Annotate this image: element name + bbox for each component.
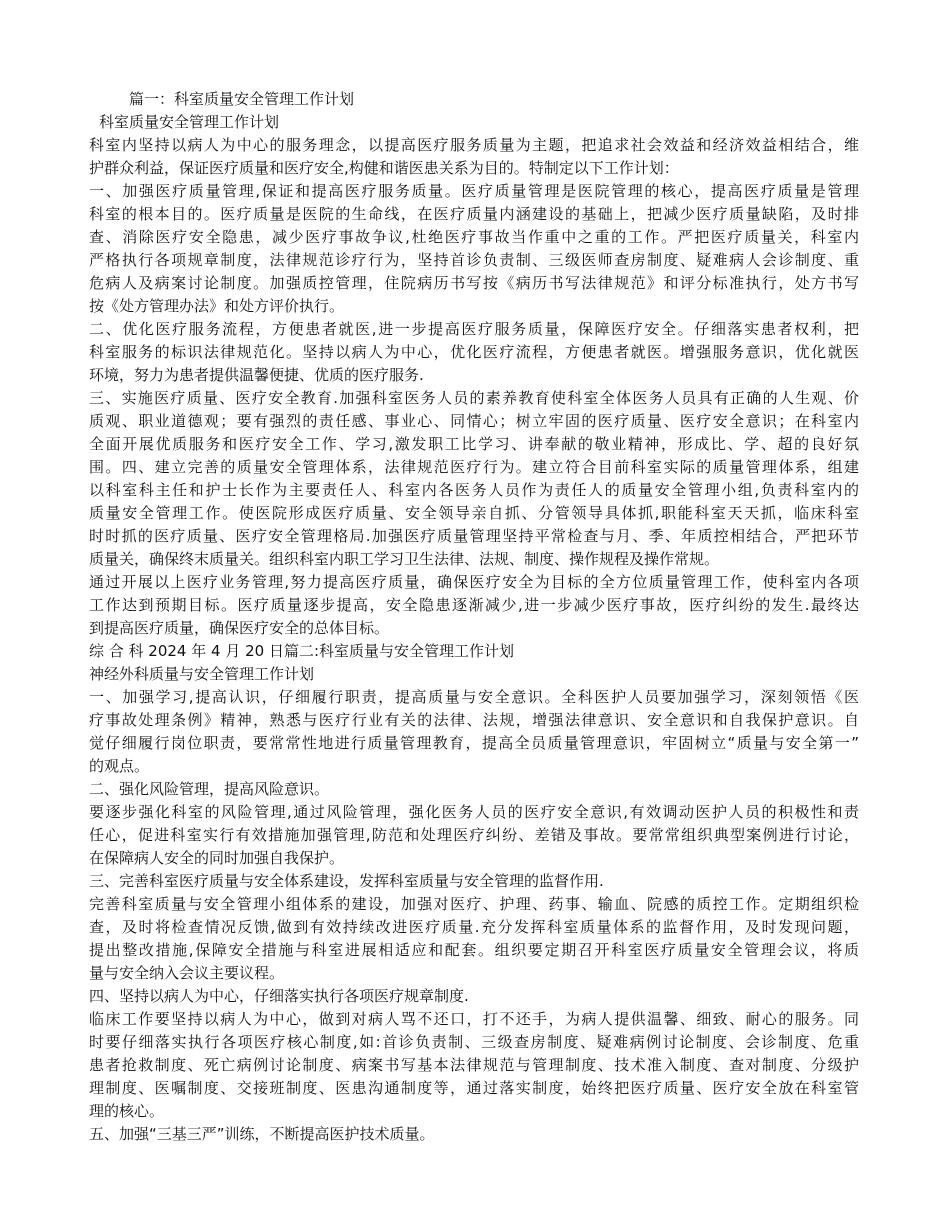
paragraph-line: 任心，促进科室实行有效措施加强管理,防范和处理医疗纠纷、差错及事故。要常常组织典型案例进行讨论， xyxy=(89,826,859,844)
paragraph-line: 通过开展以上医疗业务管理,努力提高医疗质量，确保医疗安全为目标的全方位质量管理工作，使科室内各项 xyxy=(89,573,859,591)
paragraph-line: 工作达到预期目标。医疗质量逐步提高，安全隐患逐渐减少,进一步减少医疗事故，医疗纠纷的发生.最终达 xyxy=(89,596,859,614)
paragraph-line: 时时抓的医疗质量、医疗安全管理格局.加强医疗质量管理坚持平常检查与月、季、年质控相结合，严把环节 xyxy=(89,527,859,545)
paragraph-line: 要逐步强化科室的风险管理,通过风险管理，强化医务人员的医疗安全意识,有效调动医护人员的积极性和责 xyxy=(89,803,859,821)
paragraph-line: 提出整改措施,保障安全措施与科室进展相适应和配套。组织要定期召开科室医疗质量安全管理会议，将质 xyxy=(89,941,859,959)
paragraph-line: 围。四、建立完善的质量安全管理体系，法律规范医疗行为。建立符合目前科室实际的质量管理体系，组建 xyxy=(89,458,859,476)
paragraph-line: 量与安全纳入会议主要议程。 xyxy=(89,964,285,982)
paragraph-line: 理制度、医嘱制度、交接班制度、医患沟通制度等，通过落实制度，始终把医疗质量、医疗安全放在科室管 xyxy=(89,1079,859,1097)
paragraph-line: 患者抢救制度、死亡病例讨论制度、病案书写基本法律规范与管理制度、技术准入制度、查对制度、分级护 xyxy=(89,1056,859,1074)
signature-date-line: 综 合 科 2024 年 4 月 20 日篇二:科室质量与安全管理工作计划 xyxy=(89,642,515,660)
paragraph-line: 疗事故处理条例》精神，熟悉与医疗行业有关的法律、法规，增强法律意识、安全意识和自我保护意识。自 xyxy=(89,711,859,729)
paragraph-line: 一、加强学习,提高认识，仔细履行职责，提高质量与安全意识。全科医护人员要加强学习，深刻领悟《医 xyxy=(89,688,859,706)
paragraph-line: 一、加强医疗质量管理,保证和提高医疗服务质量。医疗质量管理是医院管理的核心，提高医疗质量是管理 xyxy=(89,182,859,200)
paragraph-line: 严格执行各项规章制度，法律规范诊疗行为，坚持首诊负责制、三级医师查房制度、疑难病人会诊制度、重 xyxy=(89,251,859,269)
paragraph-line: 环境，努力为患者提供温馨便捷、优质的医疗服务. xyxy=(89,366,424,384)
paragraph-line: 科室的根本目的。医疗质量是医院的生命线，在医疗质量内涵建设的基础上，把减少医疗质量缺陷，及时排 xyxy=(89,205,859,223)
paragraph-line: 临床工作要坚持以病人为中心，做到对病人骂不还口，打不还手，为病人提供温馨、细致、耐心的服务。同 xyxy=(89,1010,859,1028)
paragraph-line: 以科室科主任和护士长作为主要责任人、科室内各医务人员作为责任人的质量安全管理小组,负责科室内的 xyxy=(89,481,859,499)
paragraph-line: 时要仔细落实执行各项医疗核心制度,如:首诊负责制、三级查房制度、疑难病例讨论制度、会诊制度、危重 xyxy=(89,1033,859,1051)
section-heading: 二、强化风险管理，提高风险意识。 xyxy=(89,780,330,798)
section-heading: 三、完善科室医疗质量与安全体系建设，发挥科室质量与安全管理的监督作用. xyxy=(89,872,604,890)
paragraph-line: 危病人及病案讨论制度。加强质控管理，住院病历书写按《病历书写法律规范》和评分标准执行，处方书写 xyxy=(89,274,859,292)
paragraph-line: 科室内坚持以病人为中心的服务理念，以提高医疗服务质量为主题，把追求社会效益和经济效益相结合，维 xyxy=(89,136,859,154)
paragraph-line: 按《处方管理办法》和处方评价执行。 xyxy=(89,297,345,315)
plan-title-2: 神经外科质量与安全管理工作计划 xyxy=(89,665,315,683)
paragraph-line: 查、消除医疗安全隐患，减少医疗事故争议,杜绝医疗事故当作重中之重的工作。严把医疗质量关，科室内 xyxy=(89,228,859,246)
paragraph-line: 科室服务的标识法律规范化。坚持以病人为中心，优化医疗流程，方便患者就医。增强服务意识，优化就医 xyxy=(89,343,859,361)
paragraph-line: 全面开展优质服务和医疗安全工作、学习,激发职工比学习、讲奉献的敬业精神，形成比、学、超的良好氛 xyxy=(89,435,859,453)
paragraph-line: 理的核心。 xyxy=(89,1102,165,1120)
paragraph-line: 质观、职业道德观；要有强烈的责任感、事业心、同情心；树立牢固的医疗质量、医疗安全意识；在科室内 xyxy=(89,412,859,430)
paragraph-line: 质量关，确保终末质量关。组织科室内职工学习卫生法律、法规、制度、操作规程及操作常规。 xyxy=(89,550,720,568)
paragraph-line: 在保障病人安全的同时加强自我保护。 xyxy=(89,849,345,867)
plan-title-1: 科室质量安全管理工作计划 xyxy=(99,113,280,131)
paragraph-line: 完善科室质量与安全管理小组体系的建设，加强对医疗、护理、药事、输血、院感的质控工作。定期组织检 xyxy=(89,895,859,913)
paragraph-line: 质量安全管理工作。使医院形成医疗质量、安全领导亲自抓、分管领导具体抓,职能科室天天抓，临床科室 xyxy=(89,504,859,522)
paragraph-line: 查，及时将检查情况反馈,做到有效持续改进医疗质量.充分发挥科室质量体系的监督作用，及时发现问题， xyxy=(89,918,859,936)
section-heading: 四、坚持以病人为中心，仔细落实执行各项医疗规章制度. xyxy=(89,987,469,1005)
section-heading: 五、加强“三基三严”训练，不断提高医护技术质量。 xyxy=(89,1125,435,1143)
paragraph-line: 觉仔细履行岗位职责，要常常性地进行质量管理教育，提高全员质量管理意识，牢固树立“质量与安全第一” xyxy=(89,734,859,752)
paragraph-line: 三、实施医疗质量、医疗安全教育.加强科室医务人员的素养教育使科室全体医务人员具有正确的人生观、价 xyxy=(89,389,859,407)
paragraph-line: 护群众利益，保证医疗质量和医疗安全,构健和谐医患关系为目的。特制定以下工作计划： xyxy=(89,159,679,177)
paragraph-line: 的观点。 xyxy=(89,757,150,775)
paragraph-line: 二、优化医疗服务流程，方便患者就医,进一步提高医疗服务质量，保障医疗安全。仔细落实患者权利，把 xyxy=(89,320,859,338)
section-title-1: 篇一：科室质量安全管理工作计划 xyxy=(129,90,355,108)
document-body xyxy=(89,88,859,1146)
paragraph-line: 到提高医疗质量，确保医疗安全的总体目标。 xyxy=(89,619,390,637)
